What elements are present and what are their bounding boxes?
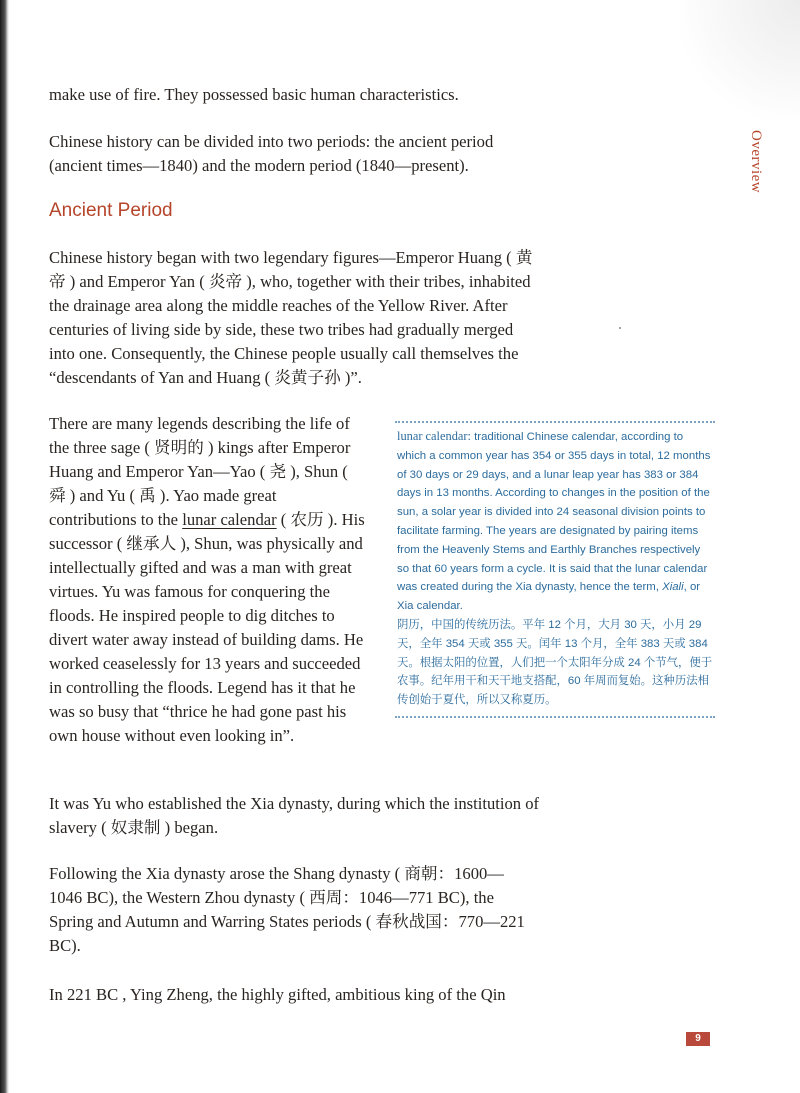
note-english-start: traditional Chinese calendar, according to which a common year has 354 or 355 days in total, 12 months of 30 days or 29 days, and a lunar leap year has 383 or 384 days in 13 months. According to changes in the position of the sun, a solar year is divided into 24 seasonal division points to facilitate farming. The years are designated by pairing items from the Heavenly Stems and Earthly Branches respectively so that 60 years form a cycle. It is said that the lunar calendar was created during the Xia dynasty, hence the term, [397,431,711,594]
section-side-tab: Overview [748,130,764,194]
note-english-end: , or Xia calendar. [397,581,701,613]
sage-kings-paragraph [49,412,365,748]
dynasties-paragraph: Following the Xia dynasty arose the Shang dynasty ( 商朝：1600—1046 BC), the Western Zhou dynasty ( 西周：1046—771 BC), the Spring and Autumn and Warring States periods ( 春秋战国：770—221 BC). [49,864,525,955]
book-spine-shadow [0,0,9,1093]
xia-dynasty-paragraph: It was Yu who established the Xia dynasty, during which the institution of slavery ( 奴隶制 ) began. [49,794,540,837]
note-xiali-term: Xiali [662,581,684,594]
qin-paragraph: In 221 BC , Ying Zheng, the highly gifted, ambitious king of the Qin [49,985,506,1004]
section-heading: Ancient Period [49,200,173,221]
intro-paragraph-2: Chinese history can be divided into two periods: the ancient period (ancient times—1840) and the modern period (1840—present). [49,132,494,175]
sage-kings-text-start: There are many legends describing the life of the three sage ( 贤明的 ) kings after Emperor Huang and Emperor Yan—Yao ( 尧 ), Shun ( 舜 ) and Yu ( 禹 ). Yao made great contributions to the [49,414,351,529]
note-term: lunar calendar: [397,429,471,443]
ancient-period-paragraph-1: Chinese history began with two legendary figures—Emperor Huang ( 黄帝 ) and Emperor Yan ( 炎帝 ), who, together with their tribes, inhabited the drainage area along the middle reaches of the Yellow River. After centuries of living side by side, these two tribes had gradually merged into one. Consequently, the Chinese people usually call themselves the “descendants of Yan and Huang ( 炎黄子孙 )”. [49,248,533,387]
note-chinese-text: 阴历，中国的传统历法。平年 12 个月，大月 30 天，小月 29 天，全年 354 天或 355 天。闰年 13 个月，全年 383 天或 384 天。根据太阳的位置，人们把一个太阳年分成 24 个节气，便于农事。纪年用干和天干地支搭配，60 年周而复始。这种历法相传创始于夏代，所以又称夏历。 [397,618,713,707]
intro-paragraph-1: make use of fire. They possessed basic human characteristics. [49,85,459,104]
sage-kings-text-end: ( 农历 ). His successor ( 继承人 ), Shun, was physically and intellectually gifted and was a man with great virtues. Yu was famous for conquering the floods. He inspired people to dig ditches to divert water away instead of building dams. He worked ceaselessly for 13 years and succeeded in controlling the floods. Legend has it that he was so busy that “thrice he had gone past his own house without even looking in”. [49,510,365,745]
lunar-calendar-term: lunar calendar [182,510,277,529]
lunar-calendar-note [395,421,715,718]
page-corner-shade [680,0,800,120]
scan-speck [619,327,621,329]
page-number-badge: 9 [686,1032,710,1046]
